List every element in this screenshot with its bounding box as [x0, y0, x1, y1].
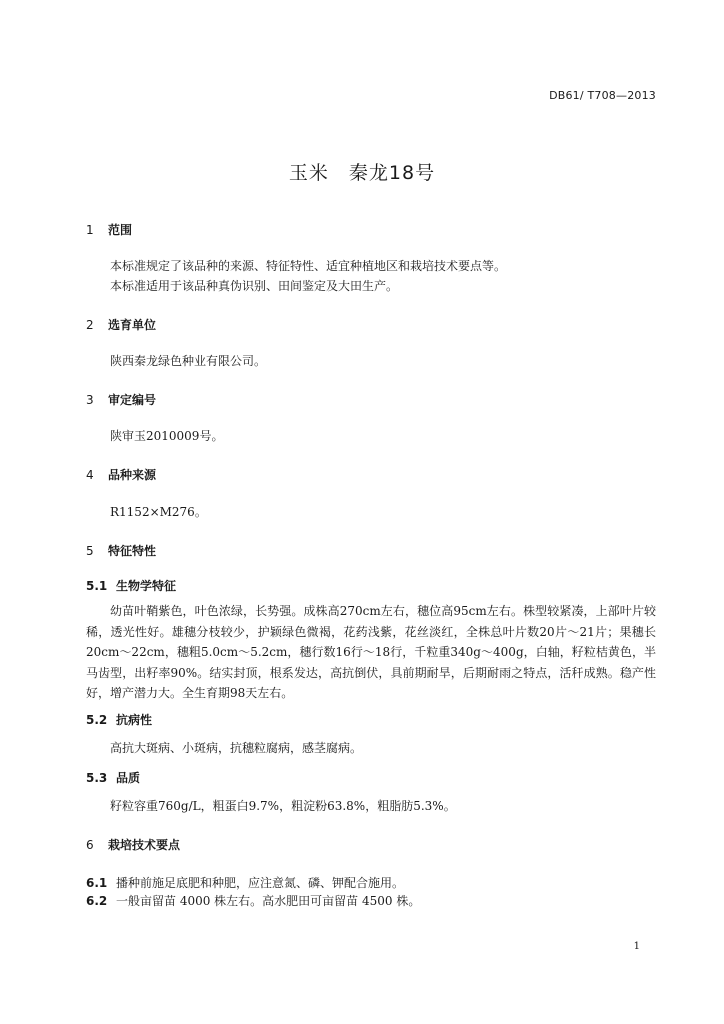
- item-number: 6.2: [86, 894, 108, 908]
- subsection-heading-biological-traits: [86, 577, 176, 594]
- document-code: DB61/ T708—2013: [549, 89, 656, 102]
- paragraph: 幼苗叶鞘紫色，叶色浓绿，长势强。成株高270cm左右，穗位高95cm左右。株型较紧凑，上部叶片较稀，透光性好。雄穗分枝较少，护颖绿色微褐，花药浅紫，花丝淡红，全株总叶片数20片～21片；果穗长20cm～22cm，穗粗5.0cm～5.2cm，穗行数16行～18行，千粒重340g～400g，白轴，籽粒桔黄色，半马齿型，出籽率90%。结实封顶，根系发达，高抗倒伏，具前期耐旱，后期耐雨之特点，活秆成熟。稳产性好，增产潜力大。全生育期98天左右。: [86, 604, 656, 700]
- paragraph: 高抗大斑病、小斑病，抗穗粒腐病，感茎腐病。: [110, 741, 363, 755]
- item-number: 6.1: [86, 876, 108, 890]
- section-number: 2: [86, 318, 94, 332]
- section-heading-variety-source: [86, 466, 156, 483]
- subsection-number: 5.2: [86, 713, 108, 727]
- section-number: 5: [86, 544, 94, 558]
- subsection-heading-quality: [86, 769, 140, 786]
- document-title: 玉米 秦龙18号: [288, 162, 436, 184]
- section-heading-breeding-unit: [86, 316, 156, 333]
- section-heading-scope: [86, 221, 132, 238]
- section-title: 特征特性: [108, 544, 157, 558]
- section-title: 栽培技术要点: [108, 838, 181, 852]
- list-item: [86, 874, 404, 891]
- section-heading-approval-number: [86, 391, 156, 408]
- section-number: 6: [86, 838, 94, 852]
- section-number: 3: [86, 393, 94, 407]
- paragraph: 陕审玉2010009号。: [110, 429, 224, 443]
- subsection-title: 品质: [116, 771, 141, 785]
- section-title: 品种来源: [108, 468, 157, 482]
- item-text: 一般亩留苗 4000 株左右。高水肥田可亩留苗 4500 株。: [116, 894, 421, 908]
- list-item: [86, 892, 420, 909]
- subsection-number: 5.1: [86, 579, 108, 593]
- subsection-number: 5.3: [86, 771, 108, 785]
- subsection-heading-disease-resistance: [86, 711, 152, 728]
- paragraph: 本标准适用于该品种真伪识别、田间鉴定及大田生产。: [110, 279, 399, 293]
- section-heading-cultivation: [86, 836, 180, 853]
- paragraph: 本标准规定了该品种的来源、特征特性、适宜种植地区和栽培技术要点等。: [110, 259, 507, 273]
- page-number: 1: [633, 941, 640, 952]
- section-heading-characteristics: [86, 542, 156, 559]
- section-number: 4: [86, 468, 94, 482]
- paragraph: 籽粒容重760g/L，粗蛋白9.7%，粗淀粉63.8%，粗脂肪5.3%。: [110, 799, 456, 813]
- item-text: 播种前施足底肥和种肥，应注意氮、磷、钾配合施用。: [116, 876, 405, 890]
- subsection-title: 生物学特征: [116, 579, 177, 593]
- section-number: 1: [86, 223, 94, 237]
- section-title: 选育单位: [108, 318, 157, 332]
- paragraph: R1152×M276。: [110, 505, 207, 519]
- section-title: 范围: [108, 223, 133, 237]
- subsection-title: 抗病性: [116, 713, 153, 727]
- paragraph: 陕西秦龙绿色种业有限公司。: [110, 354, 267, 368]
- section-title: 审定编号: [108, 393, 157, 407]
